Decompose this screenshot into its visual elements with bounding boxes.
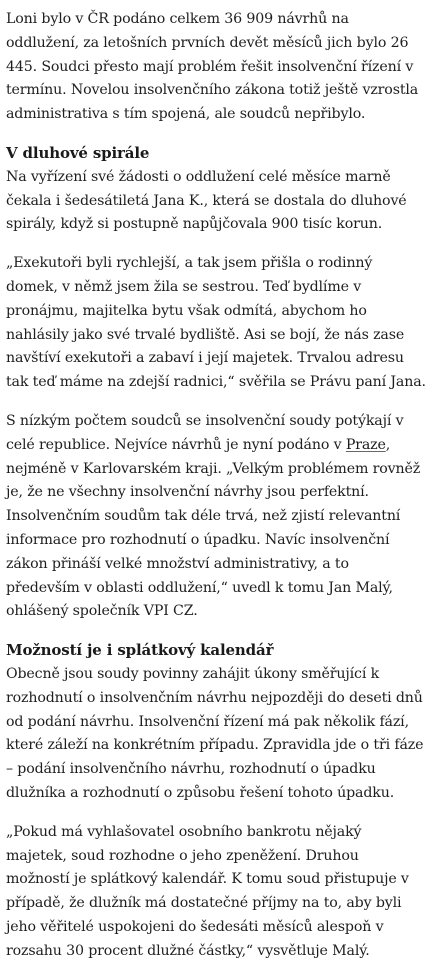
section-heading-debt-spiral: V dluhové spirále — [6, 143, 150, 162]
paragraph-courts-text-after: , nejméně v Karlovarském kraji. „Velkým problémem rovněž je, že ne všechny insolvenční návrhy jsou perfektní. Insolvenčním soudům tak déle trvá, než zjistí relevantní informace pro rozhodnutí o úpadku. Navíc insolvenční zákon přináší velké množství administrativy, a to především v oblasti oddlužení,“ uvedl k tomu Jan Malý, ohlášený společník VPI CZ. — [6, 436, 421, 620]
paragraph-courts-text-before: S nízkým počtem soudců se insolvenční soudy potýkají v celé republice. Nejvíce návrhů je nyní podáno v — [6, 412, 404, 453]
paragraph-intro: Loni bylo v ČR podáno celkem 36 909 návrhů na oddlužení, za letošních prvních devět měsíců jich bylo 26 445. Soudci přesto mají problém řešit insolvenční řízení v termínu. Novelou insolvenčního zákona totiž ještě vzrostla administrativa s tím spojená, ale soudců nepřibylo. — [6, 11, 419, 123]
section-heading-installment: Možností je i splátkový kalendář — [6, 641, 274, 660]
praha-link[interactable]: Praze — [345, 436, 386, 453]
paragraph-procedure: Obecně jsou soudy povinny zahájit úkony směřující k rozhodnutí o insolvenčním návrhu nejpozději do deseti dnů od podání návrhu. Insolvenční řízení má pak několik fází, které záleží na konkrétním případu. Zpravidla jde o tři fáze – podání insolvenčního návrhu, rozhodnutí o úpadku dlužníka a rozhodnutí o způsobu řešení tohoto úpadku. — [6, 665, 424, 801]
paragraph-maly-quote: „Pokud má vyhlašovatel osobního bankrotu nějaký majetek, soud rozhodne o jeho zpeněžení. Druhou možností je splátkový kalendář. K tomu soud přistupuje v případě, že dlužník má dostatečné příjmy na to, aby byli jeho věřitelé uspokojeni do šedesáti měsíců alespoň v rozsahu 30 procent dlužné částky,“ vysvětluje Malý. — [6, 823, 409, 959]
paragraph-courts — [6, 410, 426, 624]
paragraph-jana-quote: „Exekutoři byli rychlejší, a tak jsem přišla o rodinný domek, v němž jsem žila se sestrou. Teď bydlíme v pronájmu, majitelka bytu však odmítá, abychom ho nahlásily jako své trvalé bydliště. Asi se bojí, že nás zase navštíví exekutoři a zabaví i její majetek. Trvalou adresu tak teď máme na zdejší radnici,“ svěřila se Právu paní Jana. — [6, 255, 426, 391]
paragraph-jana-case: Na vyřízení své žádosti o oddlužení celé měsíce marně čekala i šedesátiletá Jana K., která se dostala do dluhové spirály, když si postupně napůjčovala 900 tisíc korun. — [6, 168, 407, 233]
